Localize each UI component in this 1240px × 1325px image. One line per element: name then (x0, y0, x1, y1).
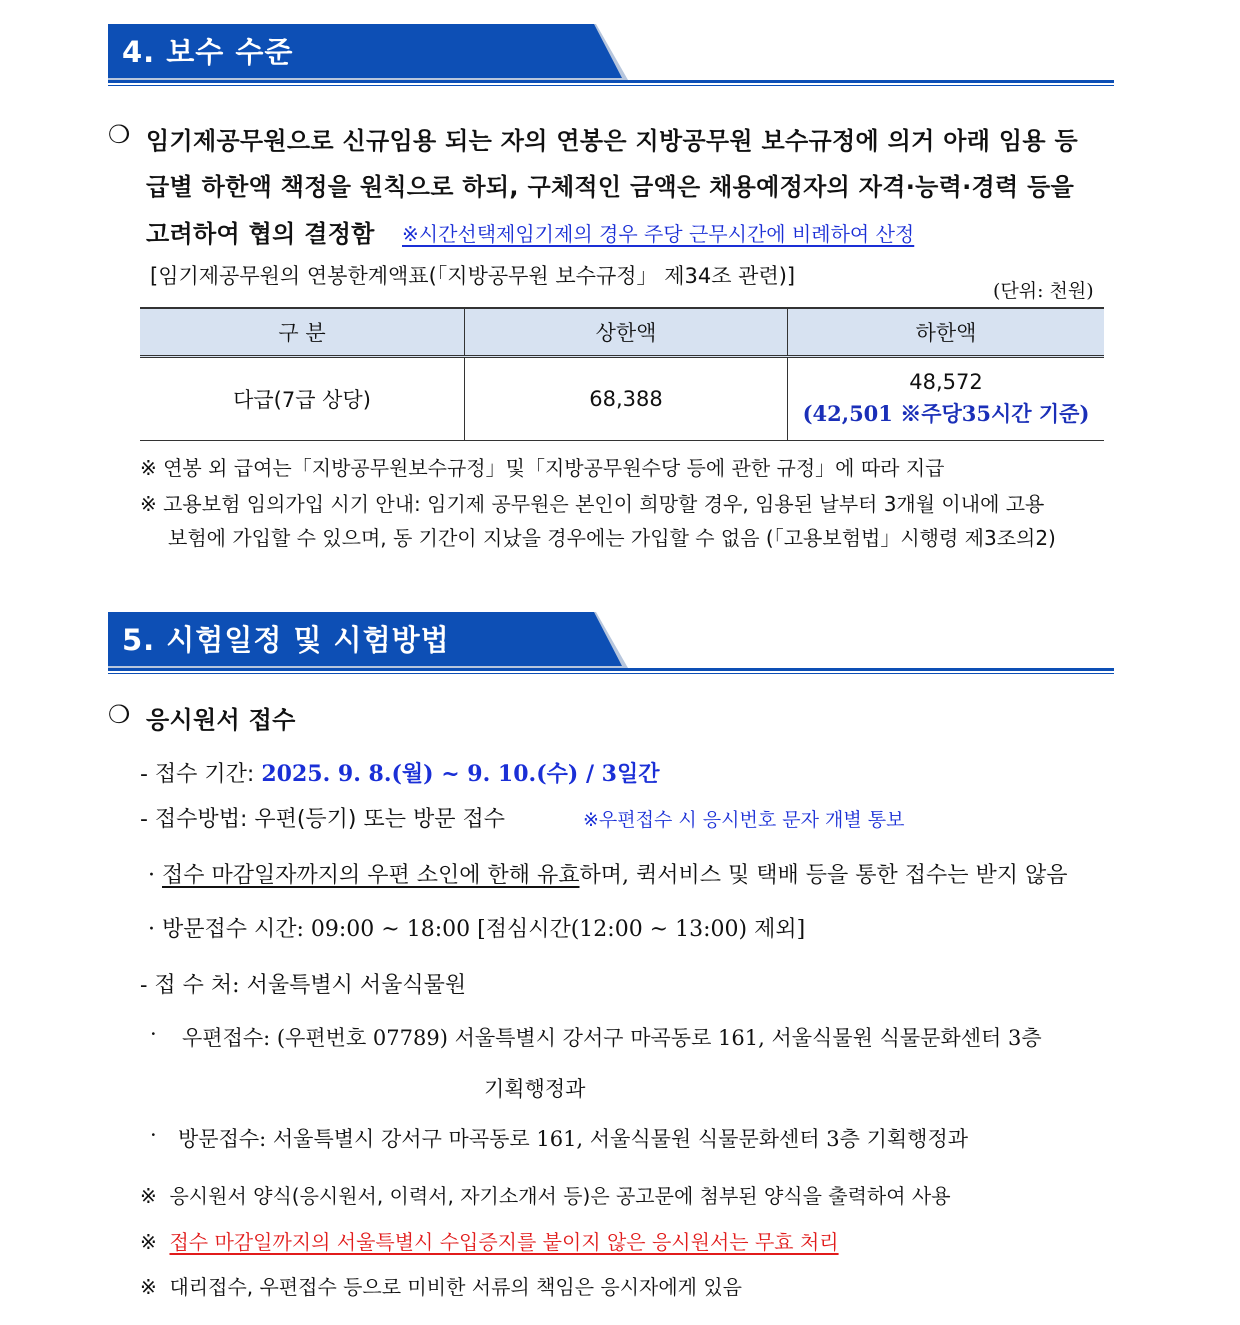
form-note-text: 응시원서 양식(응시원서, 이력서, 자기소개서 등)은 공고문에 첨부된 양식을 출력하여 사용 (169, 1184, 951, 1208)
part-time-note: ※시간선택제임기제의 경우 주당 근무시간에 비례하여 산정 (402, 222, 915, 246)
form-note (140, 1180, 951, 1209)
cell-lower-note: (42,501 ※주당35시간 기준) (802, 401, 1090, 426)
visit-address: 방문접수: 서울특별시 강서구 마곡동로 161, 서울식물원 식물문화센터 3층 기획행정과 (178, 1127, 969, 1151)
cell-grade: 다급(7급 상당) (140, 357, 465, 441)
unit-label: (단위: 천원) (993, 280, 1094, 302)
header-rule-thin (108, 673, 1114, 674)
section5-header (108, 612, 1114, 686)
dot-bullet-icon: · (148, 863, 155, 888)
pay-paragraph-line2: 급별 하한액 책정을 원칙으로 하되, 구체적인 금액은 채용예정자의 자격·능력·경력 등을 (146, 173, 1075, 201)
section4-header (108, 24, 1114, 98)
circle-bullet-icon: ❍ (108, 120, 131, 149)
postal-validity-underlined: 접수 마감일자까지의 우편 소인에 한해 유효 (162, 863, 580, 888)
dot-bullet-icon: · (150, 1123, 157, 1147)
header-category: 구 분 (140, 308, 465, 357)
period-value: 2025. 9. 8.(월) ~ 9. 10.(수) / 3일간 (261, 761, 660, 787)
method-note: ※우편접수 시 응시번호 문자 개별 통보 (583, 809, 905, 831)
table-caption: [임기제공무원의 연봉한계액표(「지방공무원 보수규정」 제34조 관련)] (150, 264, 796, 288)
salary-table (140, 307, 1104, 441)
header-rule (108, 668, 1114, 671)
note-insurance: ※ 고용보험 임의가입 시기 안내: 임기제 공무원은 본인이 희망할 경우, 임용된 날부터 3개월 이내에 고용 (140, 492, 1045, 516)
period-label: - 접수 기간: (140, 762, 262, 787)
pay-paragraph-line3: 고려하여 협의 결정함 (146, 220, 375, 248)
stamp-note-text: 접수 마감일까지의 서울특별시 수입증지를 붙이지 않은 응시원서는 무효 처리 (169, 1230, 839, 1254)
method-label: - 접수방법: 우편(등기) 또는 방문 접수 (140, 807, 506, 832)
section5-title: 5. 시험일정 및 시험방법 (122, 623, 450, 657)
postal-address-cont: 기획행정과 (484, 1077, 586, 1101)
note-salary: ※ 연봉 외 급여는「지방공무원보수규정」및「지방공무원수당 등에 관한 규정」에 따라 지급 (140, 456, 945, 480)
responsibility-note-text: 대리접수, 우편접수 등으로 미비한 서류의 책임은 응시자에게 있음 (169, 1275, 742, 1299)
note-mark: ※ (140, 1275, 157, 1299)
header-rule (108, 80, 1114, 83)
cell-lower-value: 48,572 (909, 370, 983, 394)
note-mark: ※ (140, 1230, 157, 1254)
place-label: - 접 수 처: 서울특별시 서울식물원 (140, 973, 467, 998)
circle-bullet-icon: ❍ (108, 700, 131, 729)
header-upper: 상한액 (465, 308, 788, 357)
pay-paragraph-line1: 임기제공무원으로 신규임용 되는 자의 연봉은 지방공무원 보수규정에 의거 아래 임용 등 (146, 127, 1078, 155)
postal-validity-row (148, 858, 1068, 889)
application-subtitle: 응시원서 접수 (146, 706, 296, 734)
header-rule-thin (108, 85, 1114, 86)
dot-bullet-icon: · (150, 1022, 157, 1046)
responsibility-note (140, 1271, 742, 1300)
table-row (140, 357, 1104, 441)
section4-title: 4. 보수 수준 (122, 35, 294, 69)
stamp-note (140, 1226, 839, 1255)
cell-lower (788, 357, 1105, 441)
cell-upper: 68,388 (465, 357, 788, 441)
note-insurance-cont: 보험에 가입할 수 있으며, 동 기간이 지났을 경우에는 가입할 수 없음 (「고용보험법」시행령 제3조의2) (168, 526, 1056, 550)
header-lower: 하한액 (788, 308, 1105, 357)
period-row (140, 757, 659, 788)
postal-address: 우편접수: (우편번호 07789) 서울특별시 강서구 마곡동로 161, 서울식물원 식물문화센터 3층 (182, 1026, 1042, 1050)
visit-time: · 방문접수 시간: 09:00 ~ 18:00 [점심시간(12:00 ~ 13:00) 제외] (148, 917, 806, 942)
postal-validity-rest: 하며, 퀵서비스 및 택배 등을 통한 접수는 받지 않음 (579, 863, 1068, 888)
note-mark: ※ (140, 1184, 157, 1208)
table-header-row (140, 308, 1104, 357)
